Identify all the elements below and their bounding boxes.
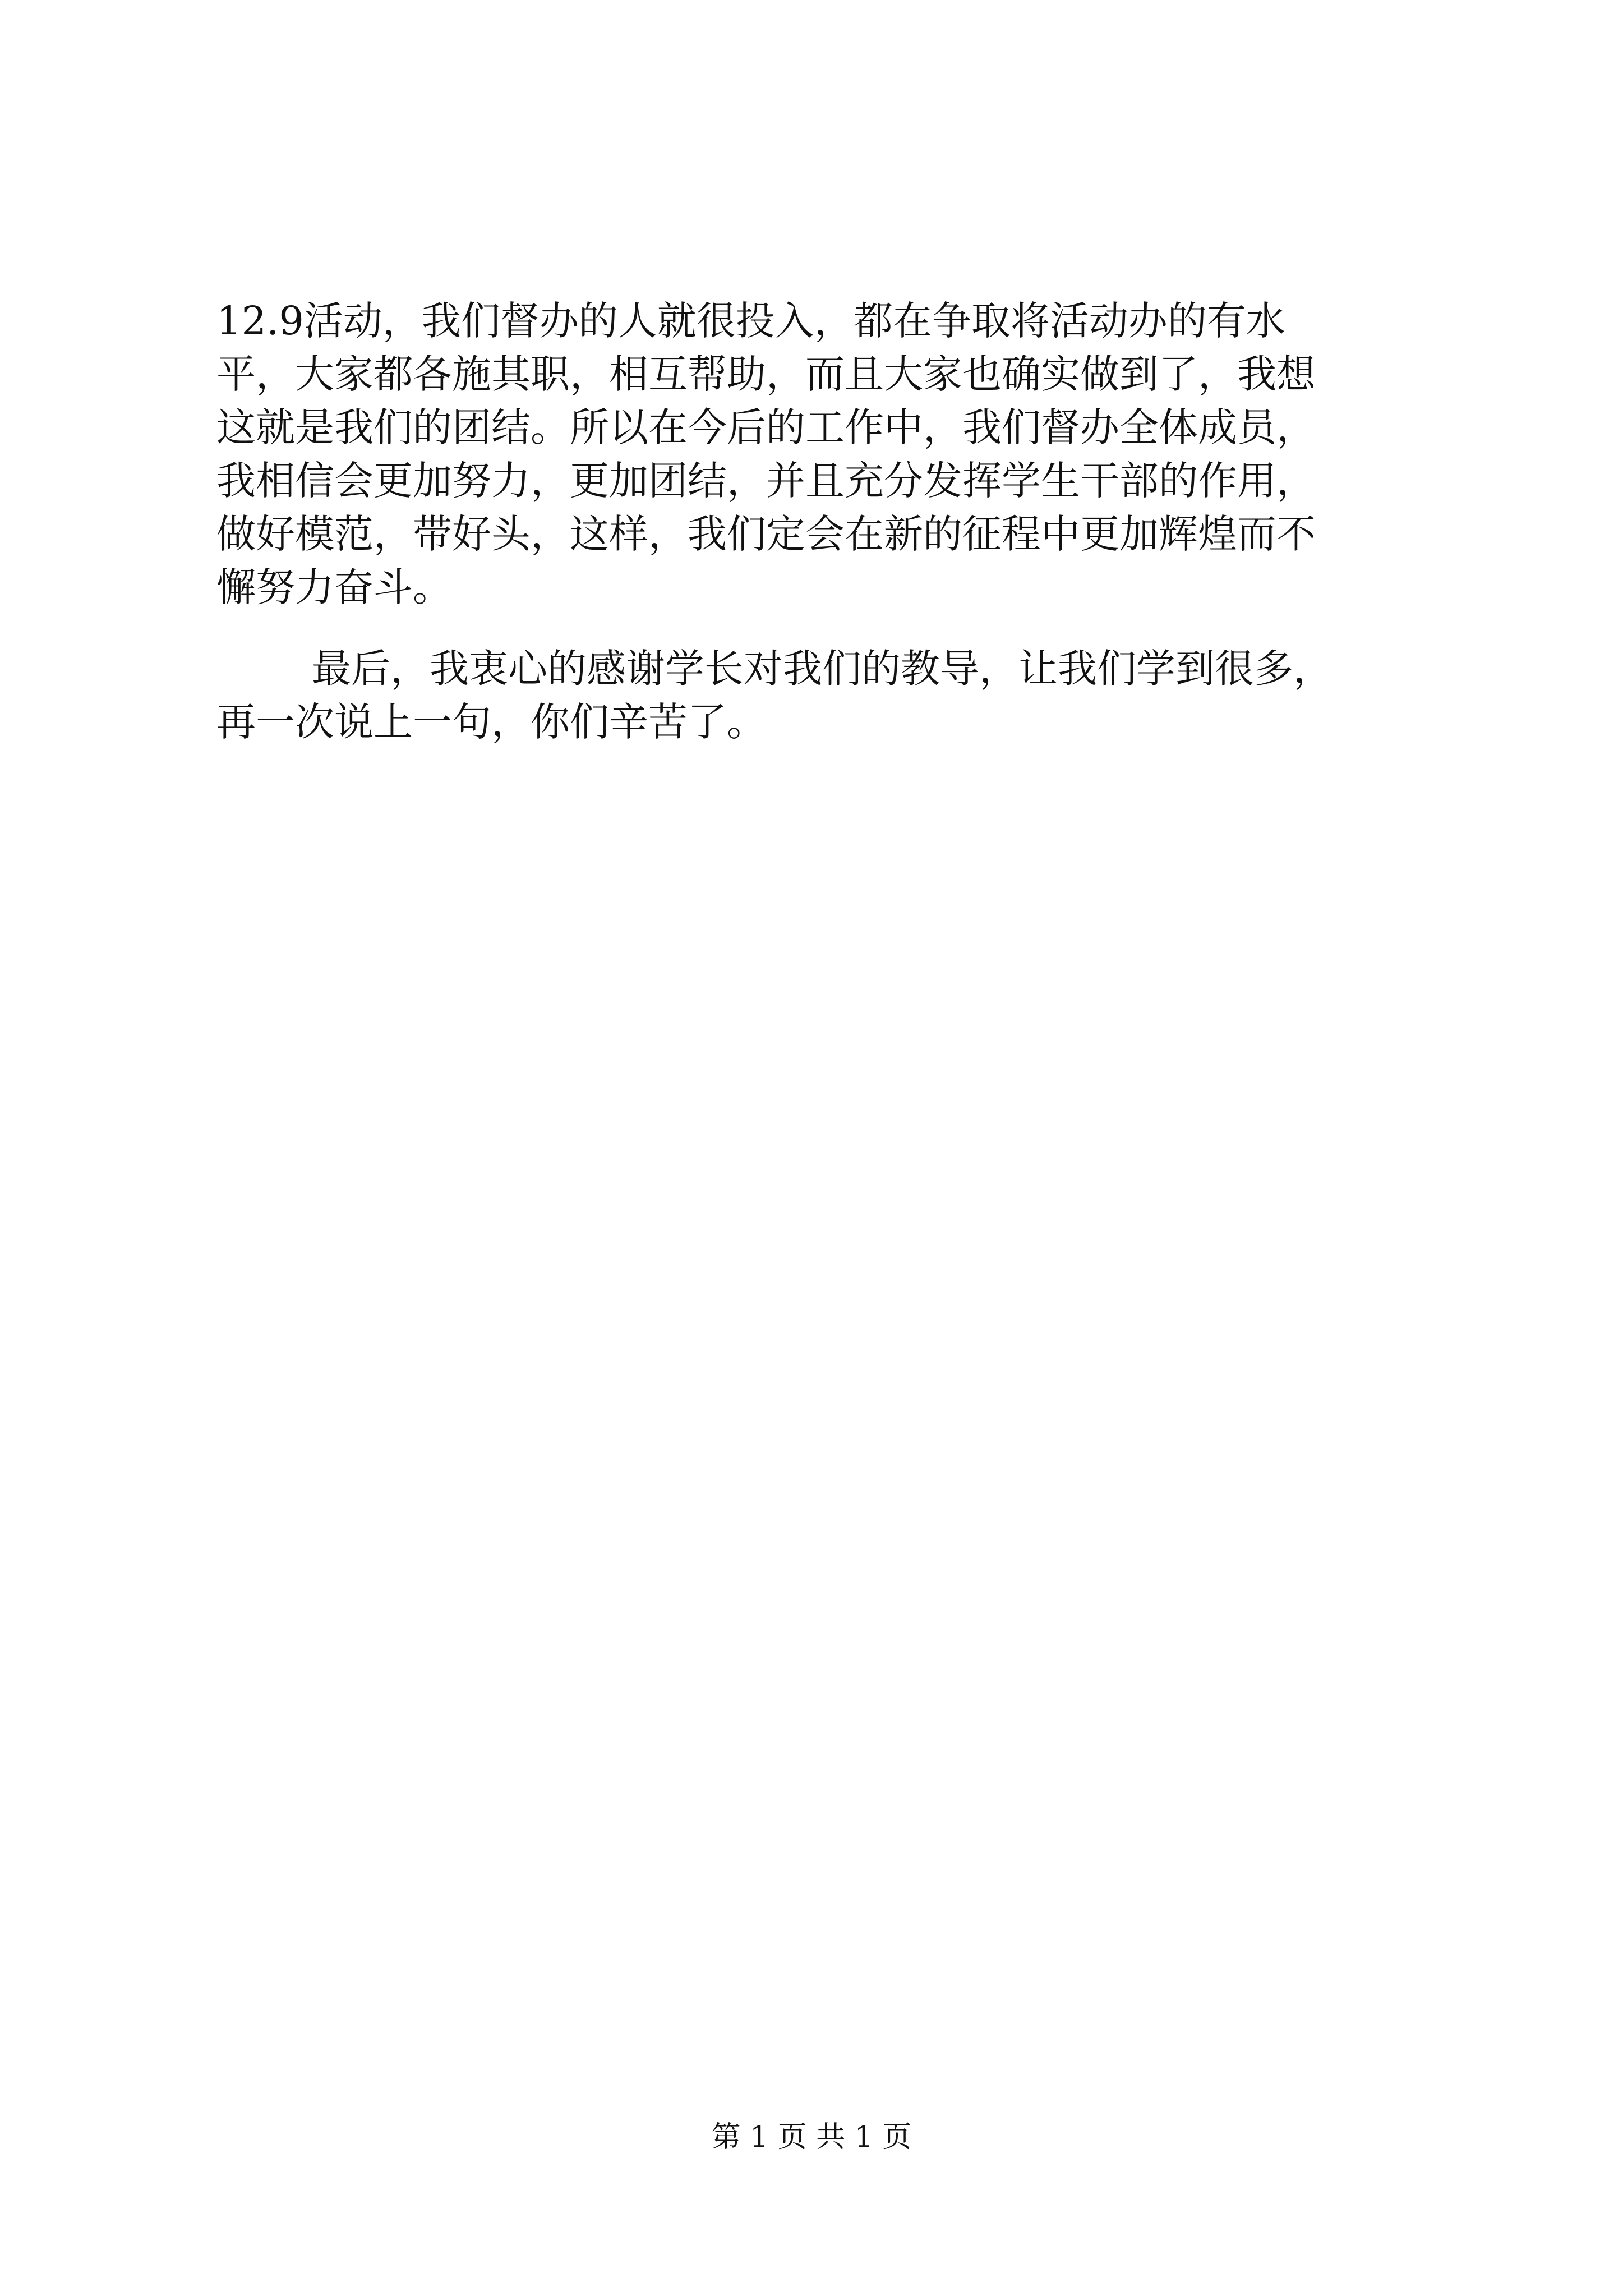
- text-line: 再一次说上一句，你们辛苦了。: [216, 699, 766, 745]
- paragraph: [216, 295, 1412, 614]
- text-line: 这就是我们的团结。所以在今后的工作中，我们督办全体成员，: [216, 404, 1316, 450]
- text-line: 最后，我衷心的感谢学长对我们的教导，让我们学到很多，: [312, 646, 1332, 692]
- paragraph-spacing: [216, 614, 1412, 642]
- text-line: 懈努力奋斗。: [216, 564, 452, 610]
- text-line: 我相信会更加努力，更加团结，并且充分发挥学生干部的作用，: [216, 458, 1316, 504]
- page-footer: 第 1 页 共 1 页: [711, 2120, 912, 2154]
- text-line: 平，大家都各施其职，相互帮助，而且大家也确实做到了，我想: [216, 351, 1316, 397]
- paragraph: [216, 642, 1412, 749]
- document-body: [216, 295, 1412, 749]
- text-line: 12.9活动，我们督办的人就很投入，都在争取将活动办的有水: [216, 298, 1285, 344]
- text-line: 做好模范，带好头，这样，我们定会在新的征程中更加辉煌而不: [216, 511, 1316, 557]
